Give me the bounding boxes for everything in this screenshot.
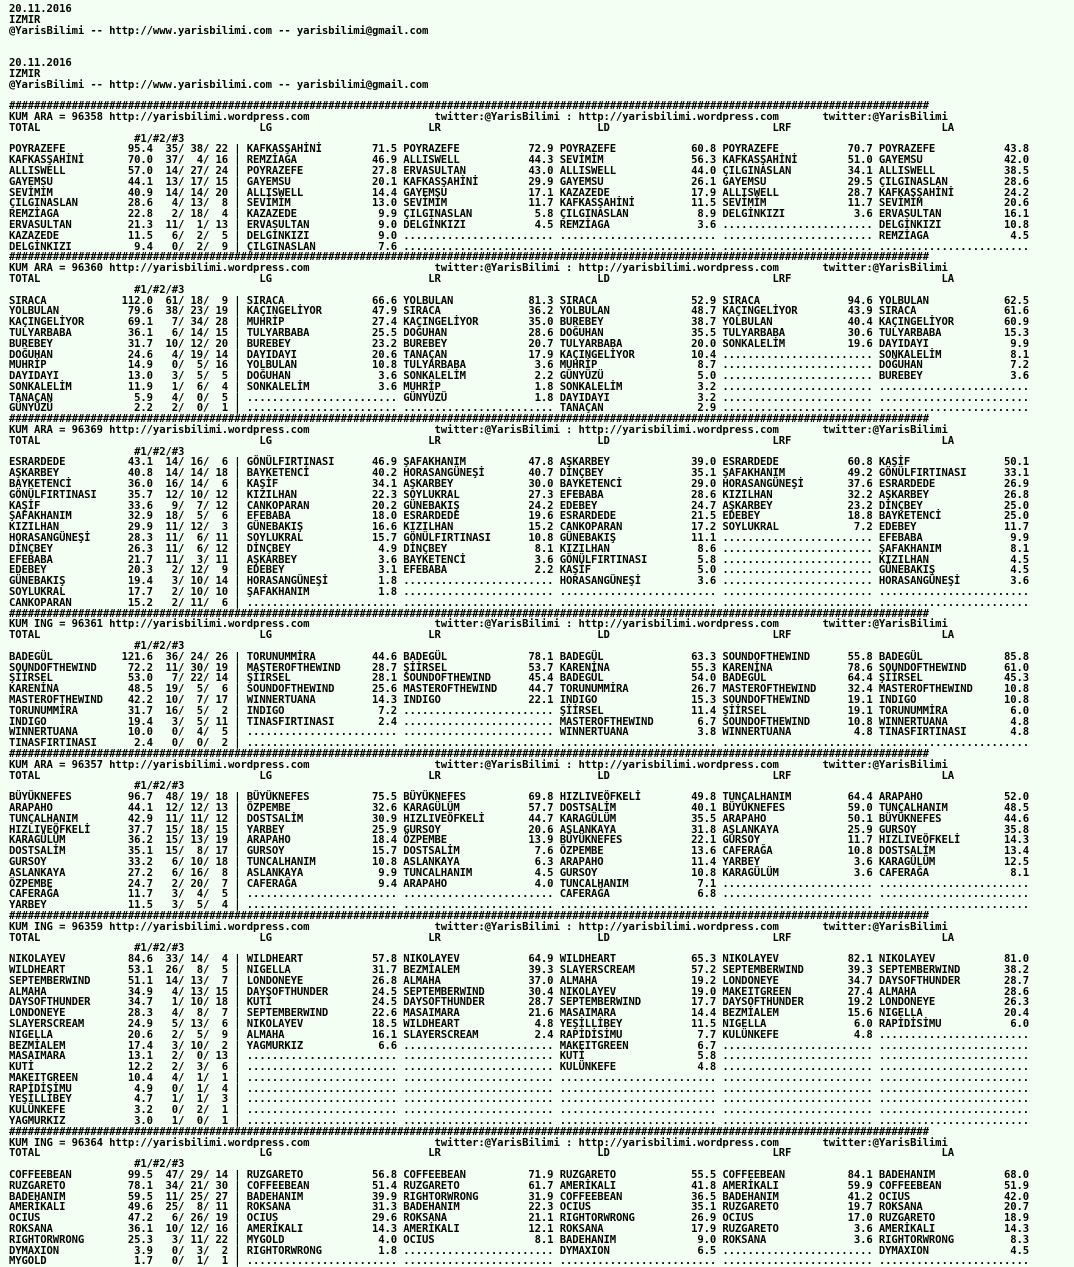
race-row: KAFKASŞAHİNİ 70.0 37/ 4/ 16 | REMZİAGA 46.9 ALLISWELL 44.3 SEVİMİM 56.3 KAFKASŞAHİNİ 51.0 GAYEMSU 42.0 — [9, 154, 1030, 167]
race-row: GÜNEBAKIŞ 19.4 3/ 10/ 14 | HORASANGÜNEŞİ 1.8 ........................ HORASANGÜNEŞİ 3.6 ........................ HORASANGÜNEŞİ 3.6 — [9, 575, 1030, 588]
race-row: OCIUS 47.2 6/ 26/ 19 | OCIUS 29.6 ROKSANA 21.1 RIGHTORWRONG 26.9 OCIUS 17.0 RUZGARETO 18.9 — [9, 1212, 1030, 1225]
column-headers: TOTAL LG LR LD LRF LA — [9, 931, 954, 944]
header-line: 20.11.2016 — [9, 56, 72, 69]
race-row: KARAGÜLÜM 36.2 15/ 13/ 19 | ARAPAHO 18.4 ÖZPEMBE 13.9 BÜYÜKNEFES 22.1 GURSOY 11.7 HIZLIVEÖFKELİ 14.3 — [9, 834, 1030, 847]
race-row: AŞKARBEY 40.8 14/ 14/ 18 | BAYKETENCİ 40.2 HORASANGÜNEŞİ 40.7 DİNÇBEY 35.1 ŞAFAKHANIM 49.2 GÖNÜLFIRTINASI 33.1 — [9, 467, 1030, 480]
column-headers: TOTAL LG LR LD LRF LA — [9, 1147, 954, 1160]
column-headers: TOTAL LG LR LD LRF LA — [9, 434, 954, 447]
race-row: MUHRİP 14.9 0/ 5/ 16 | YOLBULAN 10.8 TULYARBABA 3.6 MUHRİP 8.7 ........................ DOĞUHAN 7.2 — [9, 359, 1030, 372]
race-row: SOYLUKRAL 17.7 2/ 10/ 10 | ŞAFAKHANIM 1.8 ........................ ......................... ........................ ........................ — [9, 586, 1030, 599]
race-row: MASAIMARA 13.1 2/ 0/ 13 | ........................ ........................ KUTİ 5.8 ........................ ........................ — [9, 1050, 1030, 1063]
race-title: KUM ING = 96359 http://yarisbilimi.wordpress.com twitter:@YarisBilimi : http://yarisbilimi.wordpress.com twitter:@YarisBilimi — [9, 920, 948, 933]
column-headers: TOTAL LG LR LD LRF LA — [9, 272, 954, 285]
race-row: SOUNDOFTHEWIND 72.2 11/ 30/ 19 | MASTEROFTHEWIND 28.7 ŞİİRSEL 53.7 KARENİNA 55.3 KARENİNA 78.6 SOUNDOFTHEWIND 61.0 — [9, 661, 1030, 674]
header-line: IZMIR — [9, 13, 41, 26]
race-row: SEPTEMBERWIND 51.1 14/ 13/ 7 | LONDONEYE 26.8 ALMAHA 37.0 ALMAHA 19.2 LONDONEYE 34.7 DAYSOFTHUNDER 28.7 — [9, 974, 1030, 987]
race-row: DAYSOFTHUNDER 34.7 1/ 10/ 18 | KUTİ 24.5 DAYSOFTHUNDER 28.7 SEPTEMBERWIND 17.7 DAYSOFTHUNDER 19.2 LONDONEYE 26.3 — [9, 996, 1030, 1009]
race-row: ALMAHA 34.9 4/ 13/ 15 | DAYSOFTHUNDER 24.5 SEPTEMBERWIND 30.4 NIKOLAYEV 19.0 MAKEITGREEN 27.4 ALMAHA 28.6 — [9, 985, 1030, 998]
race-row: EDEBEY 20.3 2/ 12/ 9 | EDEBEY 3.1 EFEBABA 2.2 KAŞİF 5.0 ........................ GÜNEBAKIŞ 4.5 — [9, 564, 1030, 577]
race-row: ŞİİRSEL 53.0 7/ 22/ 14 | ŞİİRSEL 28.1 SOUNDOFTHEWIND 45.4 BADEGÜL 54.0 BADEGÜL 64.4 ŞİİRSEL 45.3 — [9, 672, 1030, 685]
race-row: DAYIDAYI 13.0 3/ 5/ 5 | DOĞUHAN 3.6 SONKALELİM 2.2 GÜNYÜZÜ 5.0 ........................ BUREBEY 3.6 — [9, 370, 1030, 383]
race-row: KUTİ 12.2 2/ 3/ 6 | ........................ ........................ KULÜNKEFE 4.8 ........................ ........................ — [9, 1061, 1030, 1074]
separator-line: ################################################################################################################################################### — [9, 1125, 929, 1138]
race-row: GÖNÜLFIRTINASI 35.7 12/ 10/ 12 | KIZILHAN 22.3 SOYLUKRAL 27.3 EFEBABA 28.6 KIZILHAN 32.2 AŞKARBEY 26.8 — [9, 488, 1030, 501]
race-row: CANKOPARAN 15.2 2/ 11/ 6 | ........................ ........................ ......................... ........................ ........................ — [9, 596, 1030, 609]
race-title: KUM ING = 96361 http://yarisbilimi.wordpress.com twitter:@YarisBilimi : http://yarisbilimi.wordpress.com twitter:@YarisBilimi — [9, 618, 948, 631]
race-row: ESRARDEDE 43.1 14/ 16/ 6 | GÖNÜLFIRTINASI 46.9 ŞAFAKHANIM 47.8 AŞKARBEY 39.0 ESRARDEDE 60.8 KAŞİF 50.1 — [9, 456, 1030, 469]
race-row: MYGOLD 1.7 0/ 1/ 1 | ........................ ........................ ......................... ........................ ........................ — [9, 1255, 1030, 1267]
separator-line: ################################################################################################################################################### — [9, 909, 929, 922]
race-row: TORUNUMMİRA 31.7 16/ 5/ 2 | INDIGO 7.2 ........................ ŞİİRSEL 11.4 ŞİİRSEL 19.1 TORUNUMMİRA 6.0 — [9, 704, 1030, 717]
race-row: KARENİNA 48.5 19/ 5/ 6 | SOUNDOFTHEWIND 25.6 MASTEROFTHEWIND 44.7 TORUNUMMİRA 26.7 MASTEROFTHEWIND 32.4 MASTEROFTHEWIND 10.8 — [9, 683, 1030, 696]
race-row: EFEBABA 21.7 11/ 3/ 11 | AŞKARBEY 3.6 BAYKETENCİ 3.6 GÖNÜLFIRTINASI 5.8 ........................ KIZILHAN 4.5 — [9, 553, 1030, 566]
separator-line: ################################################################################################################################################### — [9, 607, 929, 620]
split-header: #1/#2/#3 — [9, 445, 185, 458]
race-row: SEVİMİM 40.9 14/ 14/ 20 | ALLISWELL 14.4 GAYEMSU 17.1 KAZAZEDE 17.9 ALLISWELL 28.7 KAFKASŞAHİNİ 24.2 — [9, 186, 1030, 199]
race-row: DELGİNKIZI 9.4 0/ 2/ 9 | ÇILGINASLAN 7.6 ........................ ......................... ........................ ........................ — [9, 240, 1030, 253]
race-row: RIGHTORWRONG 25.3 3/ 11/ 22 | MYGOLD 4.0 OCIUS 8.1 BADEHANIM 9.0 ROKSANA 3.6 RIGHTORWRONG 8.3 — [9, 1233, 1030, 1246]
race-title: KUM ARA = 96358 http://yarisbilimi.wordpress.com twitter:@YarisBilimi : http://yarisbilimi.wordpress.com twitter:@YarisBilimi — [9, 110, 948, 123]
split-header: #1/#2/#3 — [9, 1158, 185, 1171]
race-row: GÜNYÜZÜ 2.2 2/ 0/ 1 | ........................ ........................ TANAÇAN 2.9 ........................ ........................ — [9, 402, 1030, 415]
race-row: ÖZPEMBE 24.7 2/ 20/ 7 | CAFERAĞA 9.4 ARAPAHO 4.0 TUNCALHANIM 7.1 ........................ ........................ — [9, 877, 1030, 890]
race-row: KAÇINGELİYOR 69.1 7/ 34/ 28 | MUHRİP 27.4 KAÇINGELİYOR 35.0 BUREBEY 38.7 YOLBULAN 40.4 KAÇINGELİYOR 60.9 — [9, 316, 1030, 329]
race-row: BEZMİALEM 17.4 3/ 10/ 2 | YAGMURKIZ 6.6 ........................ MAKEITGREEN 6.7 ........................ ........................ — [9, 1039, 1030, 1052]
race-row: DOĞUHAN 24.6 4/ 19/ 14 | DAYIDAYI 20.6 TANAÇAN 17.9 KAÇINGELİYOR 10.4 ........................ SONKALELİM 8.1 — [9, 348, 1030, 361]
race-row: TULYARBABA 36.1 6/ 14/ 15 | TULYARBABA 25.5 DOĞUHAN 28.6 DOĞUHAN 35.5 TULYARBABA 30.6 TULYARBABA 15.3 — [9, 326, 1030, 339]
race-row: BUREBEY 31.7 10/ 12/ 20 | BUREBEY 23.2 BUREBEY 20.7 TULYARBABA 20.0 SONKALELİM 19.6 DAYIDAYI 9.9 — [9, 337, 1030, 350]
column-headers: TOTAL LG LR LD LRF LA — [9, 769, 954, 782]
race-title: KUM ING = 96364 http://yarisbilimi.wordpress.com twitter:@YarisBilimi : http://yarisbilimi.wordpress.com twitter:@YarisBilimi — [9, 1136, 948, 1149]
race-row: LONDONEYE 28.3 4/ 8/ 7 | SEPTEMBERWIND 22.6 MASAIMARA 21.6 MASAIMARA 14.4 BEZMİALEM 15.6 NIGELLA 20.4 — [9, 1007, 1030, 1020]
split-header: #1/#2/#3 — [9, 640, 185, 653]
race-row: BADEHANIM 59.5 11/ 25/ 27 | BADEHANIM 39.9 RIGHTORWRONG 31.9 COFFEEBEAN 36.5 BADEHANIM 41.2 OCIUS 42.0 — [9, 1190, 1030, 1203]
race-row: INDIGO 19.4 3/ 5/ 11 | TINASFIRTINASI 2.4 ........................ MASTEROFTHEWIND 6.7 SOUNDOFTHEWIND 10.8 WINNERTUANA 4.8 — [9, 715, 1030, 728]
race-row: ASLANKAYA 27.2 6/ 16/ 8 | ASLANKAYA 9.9 TUNCALHANIM 4.5 GURSOY 10.8 KARAGÜLÜM 3.6 CAFERAĞA 8.1 — [9, 866, 1030, 879]
race-row: DOSTSALİM 35.1 15/ 8/ 17 | GURSOY 15.7 DOSTSALİM 7.6 ÖZPEMBE 13.6 CAFERAĞA 10.8 DOSTSALİM 13.4 — [9, 845, 1030, 858]
race-row: CAFERAĞA 11.7 3/ 4/ 5 | ........................ ........................ CAFERAĞA 6.8 ........................ ........................ — [9, 888, 1030, 901]
race-row: ŞAFAKHANIM 32.9 18/ 5/ 6 | EFEBABA 18.0 ESRARDEDE 19.6 ESRARDEDE 21.5 EDEBEY 18.8 BAYKETENCİ 25.0 — [9, 510, 1030, 523]
race-row: HIZLIVEÖFKELİ 37.7 15/ 18/ 15 | YARBEY 25.9 GURSOY 20.6 ASLANKAYA 31.8 AŞLANKAYA 25.9 GURSOY 35.8 — [9, 823, 1030, 836]
race-row: GURSOY 33.2 6/ 10/ 18 | TUNCALHANIM 10.8 ASLANKAYA 6.3 ARAPAHO 11.4 YARBEY 3.6 KARAGÜLÜM 12.5 — [9, 855, 1030, 868]
race-row: KAŞİF 33.6 9/ 7/ 12 | CANKOPARAN 20.2 GÜNEBAKIŞ 24.2 EDEBEY 24.7 AŞKARBEY 23.2 DİNÇBEY 25.0 — [9, 499, 1030, 512]
race-row: COFFEEBEAN 99.5 47/ 29/ 14 | RUZGARETO 56.8 COFFEEBEAN 71.9 RUZGARETO 55.5 COFFEEBEAN 84.1 BADEHANIM 68.0 — [9, 1169, 1030, 1182]
race-row: ARAPAHO 44.1 12/ 12/ 13 | ÖZPEMBE 32.6 KARAGÜLÜM 57.7 DOSTSALİM 40.1 BÜYÜKNEFES 59.0 TUNÇALHANIM 48.5 — [9, 801, 1030, 814]
separator-line: ################################################################################################################################################### — [9, 100, 929, 113]
race-row: RUZGARETO 78.1 34/ 21/ 30 | COFFEEBEAN 51.4 RUZGARETO 61.7 AMERİKALI 41.8 AMERİKALI 59.9 COFFEEBEAN 51.9 — [9, 1179, 1030, 1192]
race-title: KUM ARA = 96369 http://yarisbilimi.wordpress.com twitter:@YarisBilimi : http://yarisbilimi.wordpress.com twitter:@YarisBilimi — [9, 424, 948, 437]
race-row: TINASFIRTINASI 2.4 0/ 0/ 2 | ........................ ........................ ......................... ........................ ........................ — [9, 737, 1030, 750]
race-row: WILDHEART 53.1 26/ 8/ 5 | NIGELLA 31.7 BEZMİALEM 39.3 SLAYERSCREAM 57.2 SEPTEMBERWIND 39.3 SEPTEMBERWIND 38.2 — [9, 963, 1030, 976]
race-row: DYMAXION 3.9 0/ 3/ 2 | RIGHTORWRONG 1.8 ........................ DYMAXION 6.5 ........................ DYMAXION 4.5 — [9, 1244, 1030, 1257]
race-row: YOLBULAN 79.6 38/ 23/ 19 | KAÇINGELİYOR 47.9 SIRACA 36.2 YOLBULAN 48.7 KAÇINGELİYOR 43.9 SIRACA 61.6 — [9, 305, 1030, 318]
split-header: #1/#2/#3 — [9, 942, 185, 955]
race-row: ROKSANA 36.1 10/ 12/ 16 | AMERİKALI 14.3 AMERİKALI 12.1 ROKSANA 17.9 RUZGARETO 3.6 AMERİKALI 14.3 — [9, 1223, 1030, 1236]
race-row: AMERİKALI 49.6 25/ 8/ 11 | ROKSANA 31.3 BADEHANIM 22.3 OCIUS 35.1 RUZGARETO 19.7 ROKSANA 20.7 — [9, 1201, 1030, 1214]
header-line: @YarisBilimi -- http://www.yarisbilimi.com -- yarisbilimi@gmail.com — [9, 24, 429, 37]
race-title: KUM ARA = 96360 http://yarisbilimi.wordpress.com twitter:@YarisBilimi : http://yarisbilimi.wordpress.com twitter:@YarisBilimi — [9, 262, 948, 275]
race-row: MAKEITGREEN 10.4 4/ 1/ 1 | ........................ ........................ ......................... ........................ ........................ — [9, 1071, 1030, 1084]
race-row: BAYKETENCİ 36.0 16/ 14/ 6 | KAŞİF 34.1 AŞKARBEY 30.0 BAYKETENCİ 29.0 HORASANGÜNEŞİ 37.6 ESRARDEDE 26.9 — [9, 478, 1030, 491]
race-row: MASTEROFTHEWIND 42.2 10/ 7/ 17 | WINNERTUANA 14.3 INDIGO 22.1 INDIGO 15.3 SOUNDOFTHEWIND 19.1 INDIGO 10.8 — [9, 694, 1030, 706]
race-row: SONKALELİM 11.9 1/ 6/ 4 | SONKALELİM 3.6 MUHRİP 1.8 SONKALELİM 3.2 ........................ ........................ — [9, 380, 1030, 393]
race-row: KIZILHAN 29.9 11/ 12/ 3 | GÜNEBAKIŞ 16.6 KIZILHAN 15.2 CANKOPARAN 17.2 SOYLUKRAL 7.2 EDEBEY 11.7 — [9, 521, 1030, 534]
race-row: SIRACA 112.0 61/ 18/ 9 | SIRACA 66.6 YOLBULAN 81.3 SIRACA 52.9 SIRACA 94.6 YOLBULAN 62.5 — [9, 294, 1030, 307]
race-row: GAYEMSU 44.1 13/ 17/ 15 | GAYEMSU 20.1 KAFKASŞAHİNİ 29.9 GAYEMSU 26.1 GAYEMSU 29.5 ÇILGINASLAN 28.6 — [9, 175, 1030, 188]
race-row: ERVASULTAN 21.3 11/ 1/ 13 | ERVASULTAN 9.0 DELGİNKIZI 4.5 REMZİAGA 3.6 ........................ DELGİNKIZI 10.8 — [9, 218, 1030, 231]
race-row: TANAÇAN 5.9 4/ 0/ 5 | ........................ GÜNYÜZÜ 1.8 DAYIDAYI 3.2 ........................ ........................ — [9, 391, 1030, 404]
separator-line: ################################################################################################################################################### — [9, 413, 929, 426]
race-row: ALLISWELL 57.0 14/ 27/ 24 | POYRAZEFE 27.8 ERVASULTAN 43.0 ALLISWELL 44.0 ÇILGINASLAN 34.1 ALLISWELL 38.5 — [9, 164, 1030, 177]
blank-line — [9, 36, 1074, 47]
header-line: 20.11.2016 — [9, 3, 72, 15]
column-headers: TOTAL LG LR LD LRF LA — [9, 121, 954, 134]
race-row: BADEGÜL 121.6 36/ 24/ 26 | TORUNUMMİRA 44.6 BADEGÜL 78.1 BADEGÜL 63.3 SOUNDOFTHEWIND 55.8 BADEGÜL 85.8 — [9, 650, 1030, 663]
race-row: POYRAZEFE 95.4 35/ 38/ 22 | KAFKASŞAHİNİ 71.5 POYRAZEFE 72.9 POYRAZEFE 60.8 POYRAZEFE 70.7 POYRAZEFE 43.8 — [9, 143, 1030, 156]
race-row: NIKOLAYEV 84.6 33/ 14/ 4 | WILDHEART 57.8 NIKOLAYEV 64.9 WILDHEART 65.3 NIKOLAYEV 82.1 NIKOLAYEV 81.0 — [9, 953, 1030, 966]
race-row: REMZİAGA 22.8 2/ 18/ 4 | KAZAZEDE 9.9 ÇILGINASLAN 5.8 ÇILGINASLAN 8.9 DELGİNKIZI 3.6 ERVASULTAN 16.1 — [9, 208, 1030, 221]
separator-line: ################################################################################################################################################### — [9, 747, 929, 760]
header-line: @YarisBilimi -- http://www.yarisbilimi.com -- yarisbilimi@gmail.com — [9, 78, 429, 91]
race-row: NIGELLA 20.6 2/ 5/ 9 | ALMAHA 16.1 SLAYERSCREAM 2.4 RAPİDİSİMU 7.7 KULÜNKEFE 4.8 ........................ — [9, 1028, 1030, 1041]
column-headers: TOTAL LG LR LD LRF LA — [9, 629, 954, 642]
race-row: YEŞİLLİBEY 4.7 1/ 1/ 3 | ........................ ........................ ......................... ........................ ........................ — [9, 1093, 1030, 1106]
race-row: YARBEY 11.5 3/ 5/ 4 | ........................ ........................ ......................... ........................ ........................ — [9, 899, 1030, 912]
split-header: #1/#2/#3 — [9, 283, 185, 296]
race-row: RAPİDİSİMU 4.9 0/ 1/ 4 | ........................ ........................ ......................... ........................ ........................ — [9, 1082, 1030, 1095]
blank-line — [9, 47, 1074, 58]
race-row: HORASANGÜNEŞİ 28.3 11/ 6/ 11 | SOYLUKRAL 15.7 GÖNÜLFIRTINASI 10.8 GÜNEBAKIŞ 11.1 ........................ EFEBABA 9.9 — [9, 532, 1030, 545]
race-row: YAGMURKIZ 3.0 1/ 0/ 1 | ........................ ........................ ......................... ........................ ........................ — [9, 1115, 1030, 1128]
race-row: SLAYERSCREAM 24.9 5/ 13/ 6 | NIKOLAYEV 18.5 WILDHEART 4.8 YEŞİLLİBEY 11.5 NIGELLA 6.0 RAPİDİSİMU 6.0 — [9, 1017, 1030, 1030]
race-row: WINNERTUANA 10.0 0/ 4/ 5 | ........................ ........................ WINNERTUANA 3.8 WINNERTUANA 4.8 TINASFIRTINASI 4.8 — [9, 726, 1030, 739]
race-title: KUM ARA = 96357 http://yarisbilimi.wordpress.com twitter:@YarisBilimi : http://yarisbilimi.wordpress.com twitter:@YarisBilimi — [9, 758, 948, 771]
split-header: #1/#2/#3 — [9, 780, 185, 793]
race-row: KULÜNKEFE 3.2 0/ 2/ 1 | ........................ ........................ ......................... ........................ ........................ — [9, 1104, 1030, 1117]
race-row: KAZAZEDE 11.5 6/ 2/ 5 | DELGİNKIZI 9.0 ........................ ......................... ........................ REMZİAGA 4.5 — [9, 229, 1030, 242]
header-line: IZMIR — [9, 67, 41, 80]
race-row: DİNÇBEY 26.3 11/ 6/ 12 | DİNÇBEY 4.9 DİNÇBEY 8.1 KIZILHAN 8.6 ........................ ŞAFAKHANIM 8.1 — [9, 542, 1030, 555]
race-row: TUNÇALHANIM 42.9 11/ 11/ 12 | DOSTSALİM 30.9 HIZLIVEÖFKELİ 44.7 KARAGÜLÜM 35.5 ARAPAHO 50.1 BÜYÜKNEFES 44.6 — [9, 812, 1030, 825]
split-header: #1/#2/#3 — [9, 132, 185, 145]
race-row: ÇILGINASLAN 28.6 4/ 13/ 8 | SEVİMİM 13.0 SEVİMİM 11.7 KAFKASŞAHİNİ 11.5 SEVİMİM 11.7 SEVİMİM 20.6 — [9, 197, 1030, 210]
race-row: BÜYÜKNEFES 96.7 48/ 19/ 18 | BÜYÜKNEFES 75.5 BÜYÜKNEFES 69.8 HIZLIVEÖFKELİ 49.8 TUNÇALHANIM 64.4 ARAPAHO 52.0 — [9, 791, 1030, 804]
separator-line: ################################################################################################################################################### — [9, 251, 929, 264]
